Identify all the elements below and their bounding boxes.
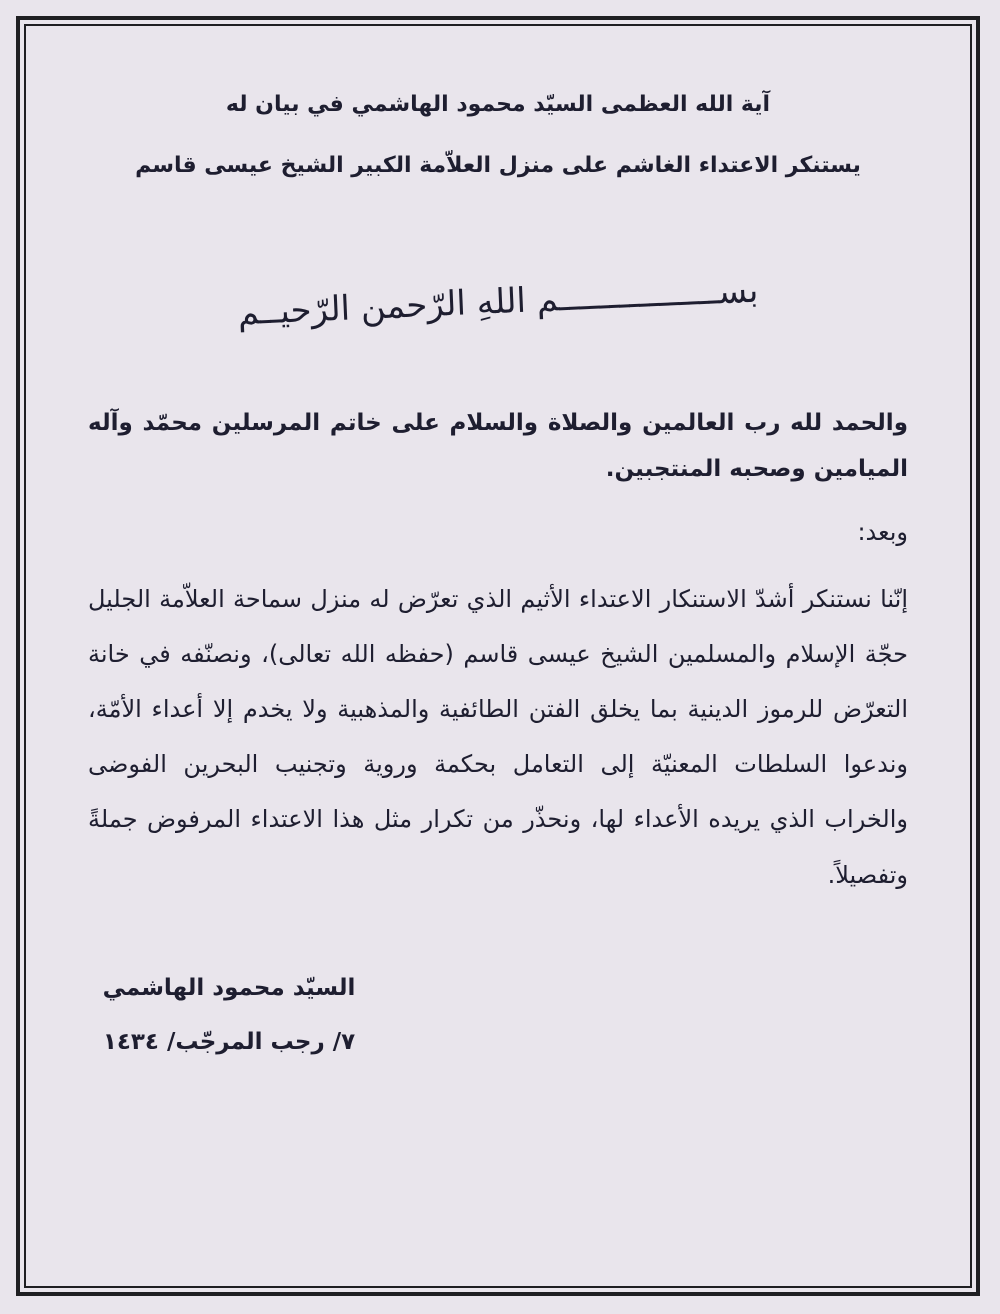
signature-name: السيّد محمود الهاشمي [102,974,356,1001]
signature-block [94,975,364,1055]
body-paragraph: إنّنا نستنكر أشدّ الاستنكار الاعتداء الأثيم الذي تعرّض له منزل سماحة العلاّمة الجليل حجّة الإسلام والمسلمين الشيخ عيسى قاسم (حفظه الله تعالى)، ونصنّفه في خانة التعرّض للرموز الدينية بما يخلق الفتن الطائفية والمذهبية ولا يخدم إلا أعداء الأمّة، وندعوا السلطات المعنيّة إلى التعامل بحكمة وروية وتجنيب البحرين الفوضى والخراب الذي يريده الأعداء لها، ونحذّر من تكرار مثل هذا الاعتداء المرفوض جملةً وتفصيلاً. [88,584,908,889]
transition-label: وبعد: [857,517,908,546]
headline-line1: آية الله العظمى السيّد محمود الهاشمي في بيان له [225,92,771,117]
signature-date: ٧/ رجب المرجّب/ ١٤٣٤ [102,1028,356,1055]
headline-line2: يستنكر الاعتداء الغاشم على منزل العلاّمة الكبير الشيخ عيسى قاسم [135,152,861,178]
basmala-calligraphy: بســــــــــــــــم اللهِ الرّحمن الرّحيــم [236,270,760,333]
preamble-paragraph: والحمد لله رب العالمين والصلاة والسلام على خاتم المرسلين محمّد وآله الميامين وصحبه المنتجبين. [88,409,908,482]
document-content [30,30,966,1282]
